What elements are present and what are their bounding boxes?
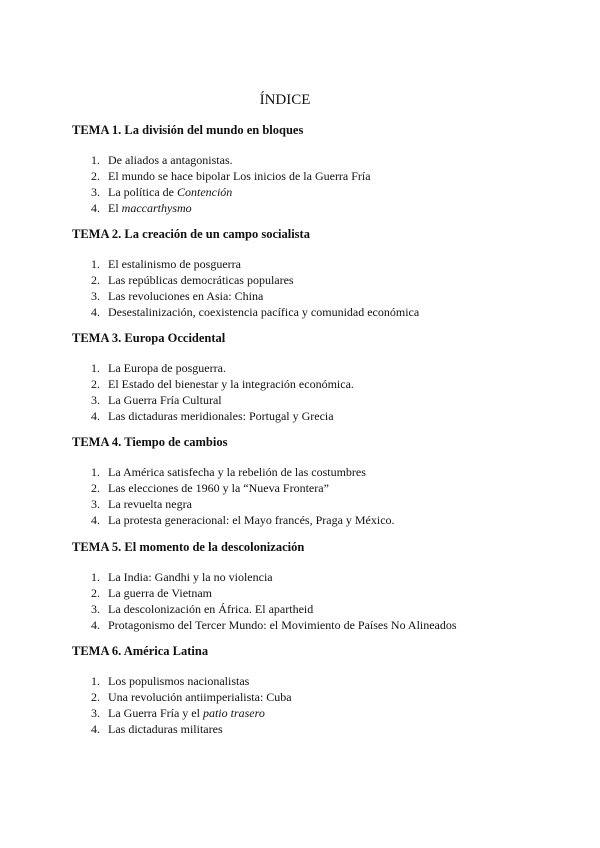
item-number: 2. (91, 377, 100, 391)
section-heading: TEMA 4. Tiempo de cambios (72, 435, 228, 449)
list-item (72, 288, 572, 304)
list-item (72, 304, 572, 320)
list-item (72, 408, 572, 424)
item-text: Las dictaduras militares (108, 722, 223, 736)
item-number: 3. (91, 706, 100, 720)
list-item (72, 464, 572, 480)
list-item (72, 152, 572, 168)
section-heading: TEMA 2. La creación de un campo socialista (72, 227, 310, 241)
list-item (72, 376, 572, 392)
list-item (72, 392, 572, 408)
section-tema-2 (72, 226, 572, 320)
item-text: Las revoluciones en Asia: China (108, 289, 264, 303)
item-text: Las elecciones de 1960 y la “Nueva Frontera” (108, 481, 329, 495)
list-item (72, 569, 572, 585)
item-emphasis: maccarthysmo (121, 201, 192, 215)
list-item (72, 168, 572, 184)
item-text: Una revolución antiimperialista: Cuba (108, 690, 292, 704)
item-number: 4. (91, 513, 100, 527)
list-item (72, 200, 572, 216)
item-number: 4. (91, 409, 100, 423)
item-number: 4. (91, 618, 100, 632)
item-number: 2. (91, 481, 100, 495)
item-text: La revuelta negra (108, 497, 192, 511)
item-emphasis: patio trasero (202, 706, 265, 720)
section-tema-3 (72, 330, 572, 424)
item-number: 2. (91, 586, 100, 600)
item-text: La guerra de Vietnam (108, 586, 213, 600)
item-text: Desestalinización, coexistencia pacífica y comunidad económica (108, 305, 420, 319)
section-heading: TEMA 3. Europa Occidental (72, 331, 226, 345)
item-number: 4. (91, 201, 100, 215)
item-text: El estalinismo de posguerra (108, 257, 241, 271)
topic-list (72, 152, 572, 216)
list-item (72, 360, 572, 376)
item-text: La política de (108, 185, 177, 199)
list-item (72, 272, 572, 288)
section-tema-5 (72, 539, 572, 633)
item-number: 3. (91, 602, 100, 616)
item-number: 2. (91, 273, 100, 287)
item-number: 1. (91, 465, 100, 479)
document-title: ÍNDICE (259, 92, 311, 108)
item-text: Protagonismo del Tercer Mundo: el Movimiento de Países No Alineados (108, 618, 457, 632)
section-tema-1 (72, 122, 572, 216)
list-item (72, 673, 572, 689)
item-text: La protesta generacional: el Mayo francés, Praga y México. (108, 513, 395, 527)
section-heading: TEMA 1. La división del mundo en bloques (72, 123, 304, 137)
section-tema-4 (72, 434, 572, 528)
item-text: El (108, 201, 122, 215)
section-heading: TEMA 6. América Latina (72, 644, 209, 658)
item-text: La descolonización en África. El apartheid (108, 602, 314, 616)
list-item (72, 512, 572, 528)
section-tema-6 (72, 643, 572, 737)
item-number: 4. (91, 722, 100, 736)
item-number: 3. (91, 185, 100, 199)
item-text: La Guerra Fría y el (108, 706, 203, 720)
list-item (72, 256, 572, 272)
item-number: 3. (91, 393, 100, 407)
list-item (72, 480, 572, 496)
item-number: 2. (91, 690, 100, 704)
item-number: 3. (91, 289, 100, 303)
item-text: La Europa de posguerra. (108, 361, 226, 375)
item-number: 3. (91, 497, 100, 511)
topic-list (72, 673, 572, 737)
topic-list (72, 464, 572, 528)
item-number: 1. (91, 674, 100, 688)
list-item (72, 617, 572, 633)
topic-list (72, 256, 572, 320)
item-text: Las dictaduras meridionales: Portugal y Grecia (108, 409, 334, 423)
list-item (72, 585, 572, 601)
list-item (72, 184, 572, 200)
item-text: Las repúblicas democráticas populares (108, 273, 294, 287)
list-item (72, 721, 572, 737)
list-item (72, 689, 572, 705)
item-number: 1. (91, 570, 100, 584)
item-number: 4. (91, 305, 100, 319)
item-text: De aliados a antagonistas. (108, 153, 233, 167)
item-number: 2. (91, 169, 100, 183)
list-item (72, 705, 572, 721)
item-text: El Estado del bienestar y la integración económica. (108, 377, 354, 391)
item-number: 1. (91, 257, 100, 271)
item-number: 1. (91, 361, 100, 375)
topic-list (72, 360, 572, 424)
item-text: Los populismos nacionalistas (108, 674, 250, 688)
section-heading: TEMA 5. El momento de la descolonización (72, 540, 305, 554)
item-text: El mundo se hace bipolar Los inicios de la Guerra Fría (108, 169, 371, 183)
list-item (72, 496, 572, 512)
list-item (72, 601, 572, 617)
item-emphasis: Contención (176, 185, 233, 199)
item-text: La Guerra Fría Cultural (108, 393, 222, 407)
item-number: 1. (91, 153, 100, 167)
topic-list (72, 569, 572, 633)
item-text: La India: Gandhi y la no violencia (108, 570, 273, 584)
item-text: La América satisfecha y la rebelión de las costumbres (108, 465, 366, 479)
